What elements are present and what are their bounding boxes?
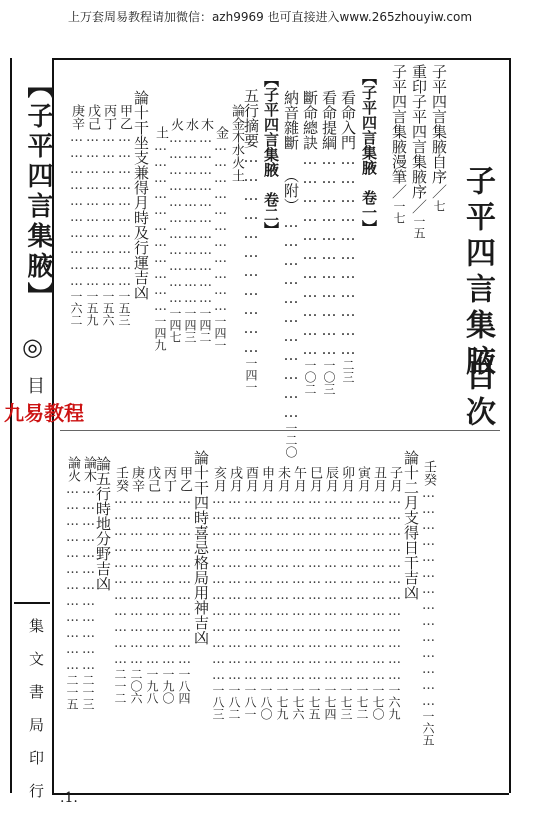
entry-text: 辰月	[323, 466, 338, 492]
toc-entry: 論木………………………………二一三	[81, 456, 96, 710]
toc-entry: 金……………………………一四一	[213, 126, 228, 351]
toc-entry: 子平四言集腋自序／七	[430, 64, 448, 212]
toc-entry: 水……………………………一四三	[183, 118, 198, 343]
entry-page: 一七五	[307, 684, 321, 720]
side-circle: ◎	[22, 333, 43, 361]
side-mu: 目	[27, 376, 45, 397]
toc-entry: 子月………………………………一六九	[387, 466, 402, 720]
entry-text: 丑月	[371, 466, 386, 492]
entry-page: 一七九	[275, 684, 289, 720]
entry-text: 水	[183, 118, 198, 131]
toc-entry: 午月………………………………一七六	[291, 466, 306, 720]
entry-text: 看命提綱	[320, 90, 338, 150]
entry-text: 戊己	[145, 466, 160, 492]
entry-page: 一五九	[85, 290, 99, 326]
entry-text: 丙丁	[101, 104, 116, 130]
entry-page: 二一三	[81, 674, 95, 710]
entry-page: 一八二	[227, 684, 241, 720]
entry-text: 斷命總訣	[301, 90, 319, 150]
toc-entry: 庚辛……………………………二〇六	[129, 466, 144, 704]
toc-entry: 火……………………………一四七	[168, 118, 183, 343]
publisher-rule	[14, 602, 50, 604]
toc-entry: 丙丁……………………………一九〇	[161, 466, 176, 704]
toc-entry: 亥月………………………………一八三	[211, 466, 226, 720]
entry-page: 一二〇	[284, 422, 298, 458]
toc-subheading	[94, 456, 112, 591]
header-notice: 上万套周易教程请加微信：azh9969 也可直接进入www.265zhouyiw.com	[67, 10, 473, 24]
toc-subheading	[228, 104, 244, 182]
frame-top-rule	[52, 58, 509, 60]
entry-text: 論五行時地分野吉凶	[94, 456, 112, 591]
toc-entry: 斷命總訣……………………………一〇二	[301, 90, 319, 395]
entry-text: 論十二月支得日干吉凶	[402, 450, 420, 600]
entry-page: 二一二	[113, 668, 127, 704]
entry-text: 子平四言集腋自序	[430, 64, 448, 184]
entry-page: 一九八	[145, 668, 159, 704]
publisher: 集文書局印行	[27, 618, 45, 816]
entry-page: 一四二	[198, 307, 212, 343]
entry-text: 甲乙	[117, 104, 132, 130]
entry-text: 論十干坐支兼得月時及行運吉凶	[132, 90, 150, 300]
section-title: 目次	[460, 360, 495, 432]
entry-page: 一七六	[291, 684, 305, 720]
entry-text: 戌月	[227, 466, 242, 492]
entry-page: 一八三	[211, 684, 225, 720]
entry-text: 丙丁	[161, 466, 176, 492]
entry-text: 五行摘要	[242, 88, 260, 148]
entry-text: 【子平四言集腋 卷一】	[360, 70, 378, 235]
watermark: 九易教程	[4, 401, 84, 425]
entry-text: 火	[168, 118, 183, 131]
entry-text: 卯月	[339, 466, 354, 492]
toc-entry: 辰月………………………………一七四	[323, 466, 338, 720]
entry-page: 一八〇	[259, 684, 273, 720]
entry-page: 二三	[341, 359, 355, 383]
toc-entry: 重印子平四言集腋序／一五	[410, 64, 428, 239]
entry-text: 論火	[65, 456, 80, 482]
toc-entry: 壬癸……………………………二一二	[113, 466, 128, 704]
toc-entry: 申月………………………………一八〇	[259, 466, 274, 720]
toc-entry: 土……………………………一四九	[153, 126, 168, 351]
entry-text: 庚辛	[69, 104, 84, 130]
toc-entry: 巳月………………………………一七五	[307, 466, 322, 720]
toc-entry: 甲乙……………………………一八四	[177, 466, 192, 704]
midline-rule	[60, 430, 500, 431]
entry-page: 一九〇	[161, 668, 175, 704]
entry-page: 一八一	[243, 684, 257, 720]
entry-page: 一四一	[213, 315, 227, 351]
entry-page: 一四三	[183, 307, 197, 343]
entry-page: 一六二	[69, 290, 83, 326]
entry-page: 一四九	[153, 315, 167, 351]
toc-subheading	[132, 90, 150, 300]
entry-text: 【子平四言集腋 卷二】	[262, 72, 280, 237]
toc-entry: 戌月………………………………一八二	[227, 466, 242, 720]
entry-page: 一〇二	[303, 359, 317, 395]
toc-subheading	[192, 450, 210, 645]
entry-text: 酉月	[243, 466, 258, 492]
entry-text: 庚辛	[129, 466, 144, 492]
frame-bottom-rule	[52, 793, 509, 795]
toc-entry: 酉月………………………………一八一	[243, 466, 258, 720]
entry-page: 一五	[412, 215, 426, 239]
entry-text: 納音雜斷 （附）	[282, 90, 300, 213]
toc-entry: 看命入門……………………………二三	[339, 90, 357, 383]
entry-text: 亥月	[211, 466, 226, 492]
entry-page: 一七二	[355, 684, 369, 720]
entry-page: 一七四	[323, 684, 337, 720]
entry-text: 午月	[291, 466, 306, 492]
toc-entry: 未月………………………………一七九	[275, 466, 290, 720]
entry-text: 子平四言集腋漫筆	[390, 64, 408, 184]
entry-text: 寅月	[355, 466, 370, 492]
entry-text: 看命入門	[339, 90, 357, 150]
toc-entry: 木……………………………一四二	[198, 118, 213, 343]
toc-entry: 寅月………………………………一七二	[355, 466, 370, 720]
toc-entry: 戊己……………………………一九八	[145, 466, 160, 704]
toc-entry: 丙丁…………………………一五六	[101, 104, 116, 326]
toc-entry: 戊己…………………………一五九	[85, 104, 100, 326]
entry-text: 壬癸	[421, 460, 436, 486]
toc-entry: 子平四言集腋漫筆／一七	[390, 64, 408, 224]
entry-text: 重印子平四言集腋序	[410, 64, 428, 199]
entry-page: 一六九	[387, 684, 401, 720]
toc-entry: 卯月………………………………一七三	[339, 466, 354, 720]
book-title: 子平四言集腋	[460, 165, 495, 381]
toc-entry: 丑月………………………………一七〇	[371, 466, 386, 720]
entry-page: 七	[432, 200, 446, 212]
toc-volume-heading	[262, 72, 280, 237]
toc-entry: 五行摘要……………………………一四一	[242, 88, 260, 393]
entry-text: 壬癸	[113, 466, 128, 492]
entry-text: 土	[153, 126, 168, 139]
entry-text: 論金木水火土	[229, 104, 244, 182]
entry-text: 戊己	[85, 104, 100, 130]
side-book-title: 【子平四言集腋】	[23, 72, 53, 312]
toc-entry: 庚辛…………………………一六二	[69, 104, 84, 326]
toc-entry: 論火………………………………二一五	[65, 456, 80, 710]
toc-entry: 壬癸……………………………………一六五	[421, 460, 436, 746]
entry-text: 子月	[387, 466, 402, 492]
entry-page: 一八四	[177, 668, 191, 704]
toc-entry: 看命提綱……………………………一〇三	[320, 90, 338, 395]
entry-text: 申月	[259, 466, 274, 492]
entry-page: 一七〇	[371, 684, 385, 720]
entry-page: 二一五	[65, 674, 79, 710]
toc-entry: 甲乙…………………………一五三	[117, 104, 132, 326]
entry-page: 一五六	[101, 290, 115, 326]
entry-text: 巳月	[307, 466, 322, 492]
entry-text: 木	[198, 118, 213, 131]
page-number: .1.	[60, 790, 78, 806]
entry-text: 論十干四時喜忌格局用神吉凶	[192, 450, 210, 645]
entry-page: 一四一	[244, 357, 258, 393]
entry-page: 二〇六	[129, 668, 143, 704]
entry-text: 論木	[81, 456, 96, 482]
entry-page: 一〇三	[322, 359, 336, 395]
entry-page: 一六五	[421, 710, 435, 746]
entry-page: 一七三	[339, 684, 353, 720]
toc-subheading	[402, 450, 420, 600]
entry-text: 未月	[275, 466, 290, 492]
entry-page: 一五三	[117, 290, 131, 326]
entry-page: 一四七	[168, 307, 182, 343]
toc-entry: 納音雜斷 （附）……………………………一二〇	[282, 90, 300, 458]
entry-page: 一七	[392, 200, 406, 224]
toc-volume-heading	[360, 70, 378, 235]
entry-text: 甲乙	[177, 466, 192, 492]
entry-text: 金	[213, 126, 228, 139]
